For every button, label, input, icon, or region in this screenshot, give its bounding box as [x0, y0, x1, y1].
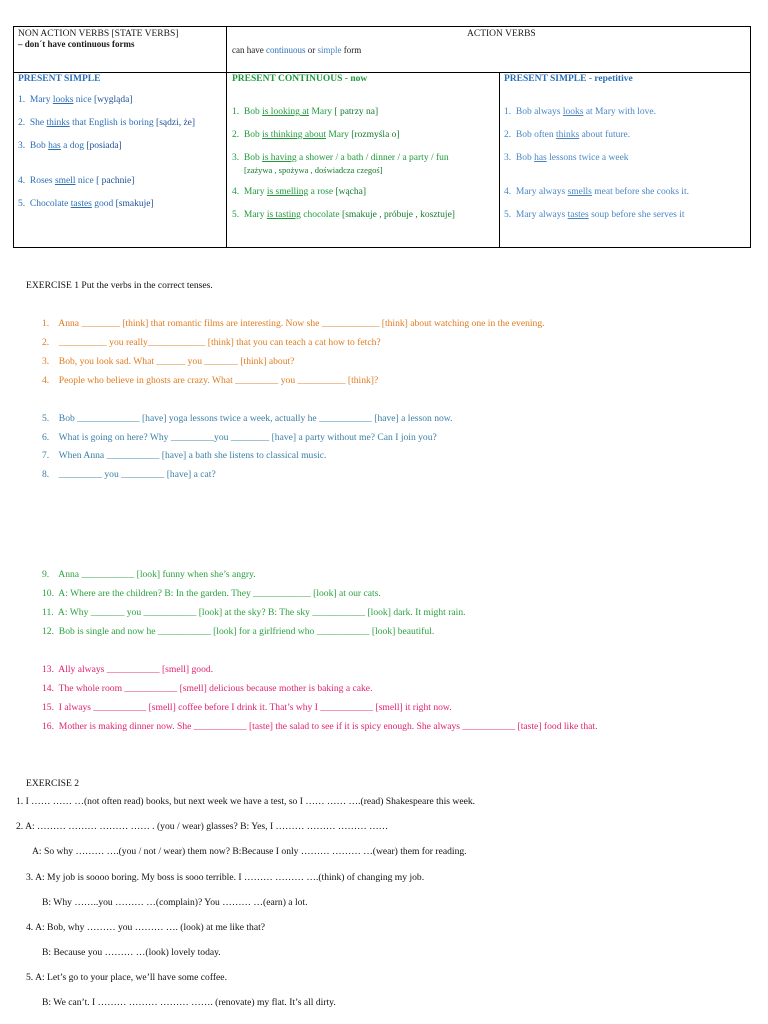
- exercise-item: 6. What is going on here? Why _________you ________ [have] a party without me? Can I join you?: [42, 432, 437, 443]
- exercise-item: 10. A: Where are the children? B: In the garden. They ____________ [look] at our cats.: [42, 588, 381, 599]
- action-sub-text: form: [341, 45, 362, 55]
- table-divider: [226, 27, 227, 247]
- action-sub-text: or: [305, 45, 318, 55]
- col1-row: 2. She thinks that English is boring [sądzi, że]: [18, 118, 196, 128]
- col2-row-note: [zażywa , spożywa , doświadcza czegoś]: [244, 165, 383, 175]
- exercise2-line: 4. A: Bob, why ……… you ……… …. (look) at me like that?: [26, 922, 266, 933]
- action-title: ACTION VERBS: [467, 29, 536, 39]
- simple-word: simple: [317, 45, 342, 55]
- col1-row: 4. Roses smell nice [ pachnie]: [18, 176, 135, 186]
- exercise2-line: 1. I …… …… …(not often read) books, but next week we have a test, so I …… …… ….(read) Shakespeare this week.: [16, 796, 476, 807]
- col3-row: 1. Bob always looks at Mary with love.: [504, 107, 656, 117]
- exercise-item: 2. __________ you really____________ [think] that you can teach a cat how to fetch?: [42, 337, 381, 348]
- exercise-item: 14. The whole room ___________ [smell] delicious because mother is baking a cake.: [42, 683, 373, 694]
- exercise-item: 12. Bob is single and now he ___________ [look] for a girlfriend who ___________ [look] beautiful.: [42, 626, 435, 637]
- col2-heading: PRESENT CONTINUOUS - now: [232, 74, 368, 84]
- table-divider: [14, 72, 750, 73]
- nonaction-title-text: NON ACTION VERBS [STATE VERBS]: [18, 29, 179, 39]
- col2-row: 4. Mary is smelling a rose [wącha]: [232, 187, 367, 197]
- exercise2-line: 5. A: Let’s go to your place, we’ll have some coffee.: [26, 972, 227, 983]
- exercise-item: 7. When Anna ___________ [have] a bath she listens to classical music.: [42, 450, 327, 461]
- col2-row: 1. Bob is looking at Mary [ patrzy na]: [232, 107, 379, 117]
- exercise2-line: 2. A: ……… ……… ……… …… . (you / wear) glasses? B: Yes, I ……… ……… ……… ……: [16, 821, 389, 832]
- exercise-item: 8. _________ you _________ [have] a cat?: [42, 469, 216, 480]
- col2-row: 5. Mary is tasting chocolate [smakuje , próbuje , kosztuje]: [232, 210, 455, 220]
- exercise-item: 5. Bob _____________ [have] yoga lessons twice a week, actually he ___________ [have] a lesson now.: [42, 413, 453, 424]
- exercise-item: 9. Anna ___________ [look] funny when she’s angry.: [42, 569, 256, 580]
- col1-heading: PRESENT SIMPLE: [18, 74, 101, 84]
- exercise-item: 11. A: Why _______ you ___________ [look] at the sky? B: The sky ___________ [look] dark. It might rain.: [42, 607, 466, 618]
- exercise2-line: B: Why ……..you ……… …(complain)? You ……… …(earn) a lot.: [42, 897, 308, 908]
- exercise2-line: 3. A: My job is soooo boring. My boss is sooo terrible. I ……… ……… ….(think) of changing my job.: [26, 872, 425, 883]
- col1-row: 1. Mary looks nice [wygląda]: [18, 95, 133, 105]
- col1-row: 5. Chocolate tastes good [smakuje]: [18, 199, 154, 209]
- exercise-item: 13. Ally always ___________ [smell] good.: [42, 664, 214, 675]
- col3-row: 5. Mary always tastes soup before she serves it: [504, 210, 685, 220]
- exercise2-title: EXERCISE 2: [26, 778, 80, 789]
- exercise2-line: B: Because you ……… …(look) lovely today.: [42, 947, 221, 958]
- exercise-item: 16. Mother is making dinner now. She ___________ [taste] the salad to see if it is spicy enough. She always ___________ [taste] food like that.: [42, 721, 598, 732]
- continuous-word: continuous: [265, 45, 306, 55]
- action-sub-text: can have: [232, 45, 266, 55]
- col2-row: 2. Bob is thinking about Mary [rozmyśla o]: [232, 130, 400, 140]
- exercise2-line: B: We can’t. I ……… ……… ……… ……. (renovate) my flat. It’s all dirty.: [42, 997, 336, 1008]
- col3-row: 2. Bob often thinks about future.: [504, 130, 631, 140]
- action-subtitle: [232, 44, 361, 56]
- exercise-item: 15. I always ___________ [smell] coffee before I drink it. That’s why I ___________ [smell] it right now.: [42, 702, 452, 713]
- exercise-item: 3. Bob, you look sad. What ______ you _______ [think] about?: [42, 356, 295, 367]
- table-divider: [499, 72, 500, 247]
- verb-table: [13, 26, 751, 248]
- col2-row: 3. Bob is having a shower / a bath / dinner / a party / fun: [232, 153, 449, 163]
- col3-row: 4. Mary always smells meat before she cooks it.: [504, 187, 689, 197]
- exercise-item: 4. People who believe in ghosts are crazy. What _________ you __________ [think]?: [42, 375, 379, 386]
- exercise-item: 1. Anna ________ [think] that romantic films are interesting. Now she ____________ [think] about watching one in the evening.: [42, 318, 545, 329]
- nonaction-subtitle: – don´t have continuous forms: [18, 39, 135, 49]
- exercise2-line: A: So why ……… ….(you / not / wear) them now? B:Because I only ……… ……… …(wear) them for reading.: [32, 846, 467, 857]
- col3-row: 3. Bob has lessons twice a week: [504, 153, 629, 163]
- col1-row: 3. Bob has a dog [posiada]: [18, 141, 122, 151]
- col3-heading: PRESENT SIMPLE - repetitive: [504, 74, 633, 84]
- exercise1-title: EXERCISE 1 Put the verbs in the correct tenses.: [26, 280, 213, 291]
